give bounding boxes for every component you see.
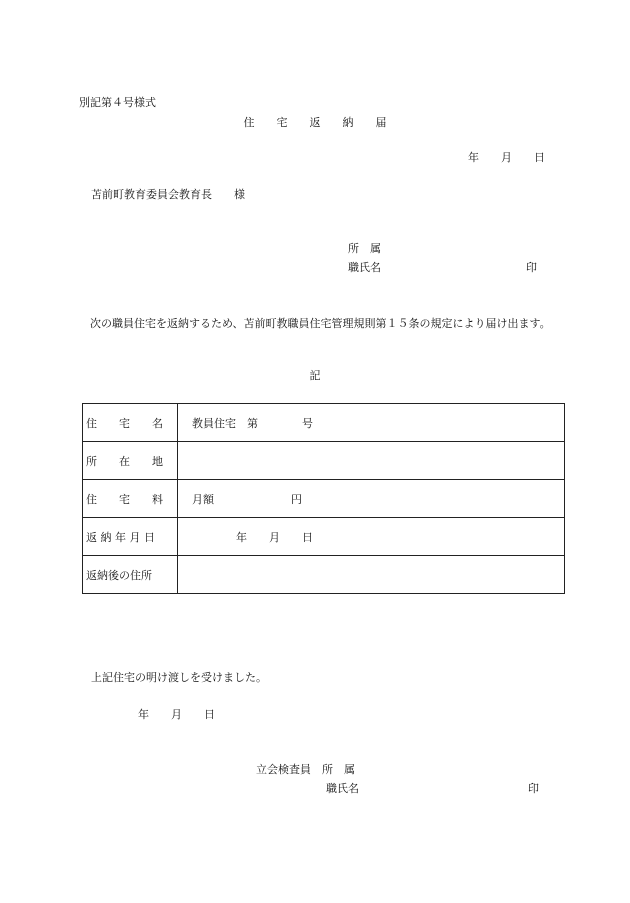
housing-detail-table <box>82 403 565 594</box>
row-label-return-date: 返 納 年 月 日 <box>83 518 178 556</box>
submission-date-line: 年 月 日 <box>468 151 545 164</box>
table-row <box>83 442 565 480</box>
document-title: 住 宅 返 納 届 <box>243 116 387 129</box>
row-value-return-date: 年 月 日 <box>178 518 565 556</box>
table-row <box>83 404 565 442</box>
inspector-line: 立会検査員 所 属 <box>256 763 355 776</box>
row-label-housing-name: 住 宅 名 <box>83 404 178 442</box>
table-row <box>83 480 565 518</box>
applicant-seal-mark: 印 <box>526 261 537 274</box>
row-value-location <box>178 442 565 480</box>
confirmation-date-line: 年 月 日 <box>138 708 215 721</box>
row-label-rent: 住 宅 料 <box>83 480 178 518</box>
inspector-name-label: 職氏名 <box>326 782 359 795</box>
row-label-new-address: 返納後の住所 <box>83 556 178 594</box>
row-value-housing-name: 教員住宅 第 号 <box>178 404 565 442</box>
inspector-seal-mark: 印 <box>528 782 539 795</box>
form-number-label: 別記第４号様式 <box>79 96 156 109</box>
table-row <box>83 518 565 556</box>
row-label-location: 所 在 地 <box>83 442 178 480</box>
row-value-new-address <box>178 556 565 594</box>
confirmation-text: 上記住宅の明け渡しを受けました。 <box>91 671 267 684</box>
addressee: 苫前町教育委員会教育長 様 <box>91 188 245 201</box>
body-paragraph: 次の職員住宅を返納するため、苫前町教職員住宅管理規則第１５条の規定により届け出ます。 <box>90 317 551 330</box>
applicant-name-label: 職氏名 <box>348 261 381 274</box>
applicant-department-label: 所 属 <box>348 242 381 255</box>
ki-heading: 記 <box>309 369 321 382</box>
row-value-rent: 月額 円 <box>178 480 565 518</box>
table-row <box>83 556 565 594</box>
